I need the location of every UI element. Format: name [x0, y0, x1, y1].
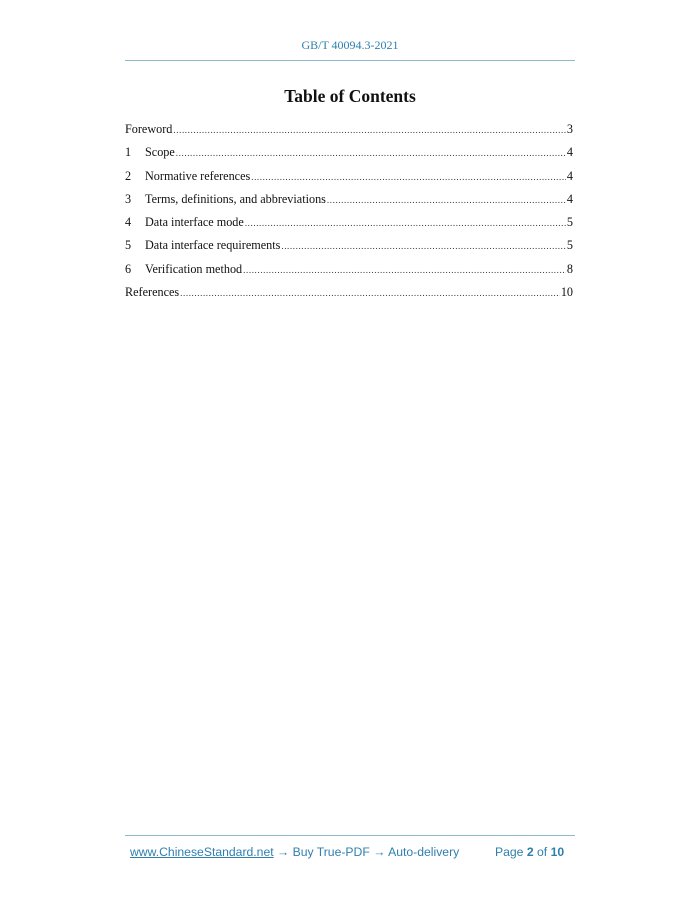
toc-entry-normative-references[interactable]: [125, 168, 573, 191]
toc-entry-text: Foreword: [125, 122, 173, 136]
toc-leader-dots: [176, 145, 566, 161]
arrow-right-icon: →: [373, 845, 386, 859]
page-label: Page: [495, 845, 524, 859]
toc-entry-number: 2: [125, 168, 132, 183]
toc-leader-dots: [327, 192, 566, 208]
toc-entry-number: 1: [125, 145, 132, 160]
toc-entry-page: 10: [560, 285, 573, 300]
total-pages-number: 10: [550, 845, 565, 859]
footer-divider: [125, 835, 575, 836]
toc-entry-scope[interactable]: [125, 144, 573, 167]
toc-entry-terms-definitions[interactable]: [125, 191, 573, 214]
auto-delivery-text: Auto-delivery: [388, 845, 460, 859]
toc-entry-text: Verification method: [145, 261, 243, 276]
toc-title: Table of Contents: [284, 86, 416, 106]
arrow-right-icon: →: [277, 845, 290, 859]
toc-entry-data-interface-mode[interactable]: [125, 214, 573, 237]
toc-entry-number: 6: [125, 261, 132, 276]
toc-entry-page: 8: [566, 261, 573, 276]
buy-pdf-text: Buy True-PDF: [292, 845, 370, 859]
toc-entry-page: 4: [566, 168, 573, 183]
site-link[interactable]: www.ChineseStandard.net: [130, 845, 274, 859]
page-header-code: GB/T 40094.3-2021: [301, 38, 399, 52]
current-page-number: 2: [526, 845, 534, 859]
toc-entry-text: Normative references: [145, 168, 251, 183]
toc-entry-page: 4: [566, 145, 573, 160]
toc-leader-dots: [245, 215, 566, 231]
toc-leader-dots: [173, 122, 566, 138]
toc-entry-text: Scope: [145, 145, 175, 160]
toc-entry-references[interactable]: [125, 284, 573, 307]
toc-entry-number: 5: [125, 238, 132, 253]
toc-entry-data-interface-requirements[interactable]: [125, 237, 573, 260]
toc-entry-text: References: [125, 285, 180, 300]
toc-leader-dots: [251, 169, 566, 185]
toc-leader-dots: [281, 238, 566, 254]
toc-entry-page: 5: [566, 215, 573, 230]
toc-entry-page: 3: [566, 122, 573, 136]
footer-promo: [130, 845, 459, 859]
of-label: of: [537, 845, 548, 859]
toc-entry-page: 5: [566, 238, 573, 253]
toc-entry-number: 3: [125, 191, 132, 206]
toc-leader-dots: [180, 285, 560, 301]
toc-leader-dots: [243, 262, 566, 278]
toc-entry-text: Data interface requirements: [145, 238, 281, 253]
toc-list: [125, 121, 573, 307]
toc-entry-page: 4: [566, 191, 573, 206]
page-indicator: [495, 845, 564, 859]
toc-entry-verification-method[interactable]: [125, 261, 573, 284]
toc-entry-text: Terms, definitions, and abbreviations: [145, 191, 326, 206]
toc-entry-foreword[interactable]: [125, 121, 573, 144]
toc-entry-text: Data interface mode: [145, 215, 244, 230]
header-divider: [125, 60, 575, 61]
toc-entry-number: 4: [125, 215, 132, 230]
